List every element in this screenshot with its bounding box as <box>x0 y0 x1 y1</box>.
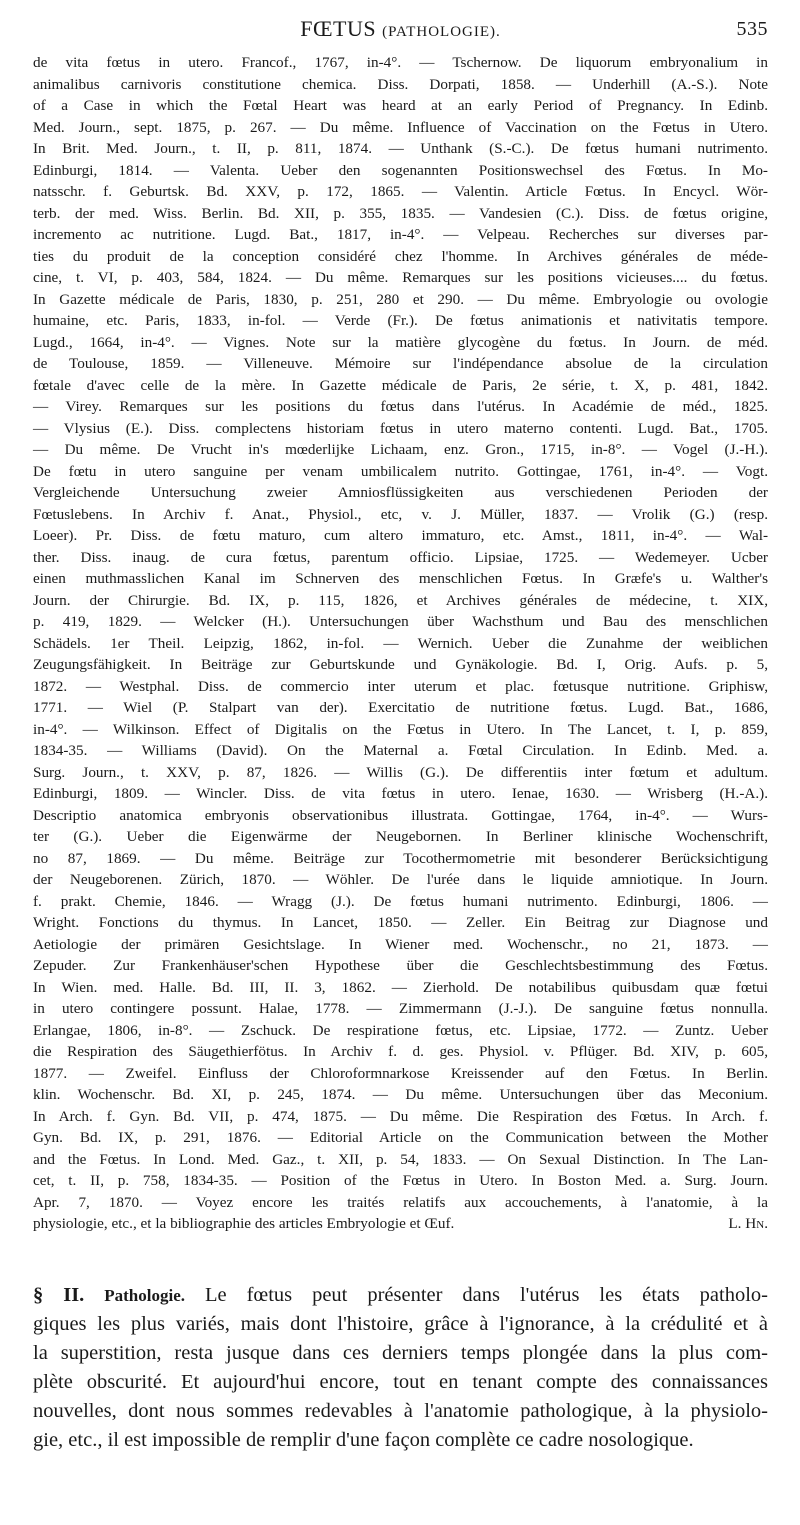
bibliography-line: Aetiologie der primären Gesichtslage. In Wiener med. Wochenschr., no 21, 1873. — <box>33 935 768 953</box>
bibliography-line: Zeugungsfähigkeit. In Beiträge zur Geburtskunde und Gynäkologie. Bd. I, Orig. Aufs. p. 5, <box>33 656 768 673</box>
bibliography-final-line <box>33 1213 768 1235</box>
section-line: nouvelles, dont nous sommes redevables à l'anatomie pathologique, à la physiolo- <box>33 1399 768 1422</box>
section-line: Le fœtus peut présenter dans l'utérus les états patholo- <box>204 1283 768 1306</box>
bibliography-line: fœtale d'avec celle de la mère. In Gazette médicale de Paris, 2e série, t. X, p. 481, 1842. <box>33 376 768 394</box>
bibliography-line: In Arch. f. Gyn. Bd. VII, p. 474, 1875. — Du même. Die Respiration des Fœtus. In Arch. f. <box>33 1107 768 1125</box>
author-signature: L. Hn. <box>728 1215 768 1232</box>
book-page <box>33 14 768 1455</box>
bibliography-line: — Vlysius (E.). Diss. complectens historiam fœtus in utero materno contenti. Lugd. Bat., 1705. <box>33 419 768 437</box>
bibliography-line: cet, t. II, p. 758, 1834-35. — Position of the Fœtus in Utero. In Boston Med. a. Surg. Journ. <box>33 1172 768 1189</box>
bibliography <box>33 52 768 1235</box>
bibliography-line: and the Fœtus. In Lond. Med. Gaz., t. XII, p. 54, 1833. — On Sexual Distinction. In The Lan- <box>33 1150 768 1168</box>
bibliography-line: Lugd., 1664, in-4°. — Vignes. Note sur la matière glycogène du fœtus. In Journ. de méd. <box>33 333 768 351</box>
bibliography-line: — Du même. De Vrucht in's mœderlijke Lichaam, enz. Gron., 1715, in-8°. — Vogel (J.-H.). <box>33 441 768 458</box>
bibliography-line: natsschr. f. Geburtsk. Bd. XXV, p. 172, 1865. — Valentin. Article Fœtus. In Encycl. Wör- <box>33 183 768 200</box>
bibliography-line: ter (G.). Ueber die Eigenwärme der Neugebornen. In Berliner klinische Wochenschrift, <box>33 828 768 845</box>
bibliography-line: p. 419, 1829. — Welcker (H.). Untersuchungen über Wachsthum und Bau des menschlichen <box>33 613 768 630</box>
bibliography-final-text: physiologie, etc., et la bibliographie des articles Embryologie et Œuf. <box>33 1215 455 1232</box>
bibliography-line: einen muthmasslichen Kanal im Schnerven des menschlichen Fœtus. In Græfe's u. Walther's <box>33 570 768 587</box>
bibliography-line: 1771. — Wiel (P. Stalpart van der). Exercitatio de nutritione fœtus. Lugd. Bat., 1686, <box>33 699 768 716</box>
bibliography-line: Surg. Journ., t. XXV, p. 87, 1826. — Willis (G.). De differentiis inter fœtum et adultum. <box>33 763 768 781</box>
section-number: § II. <box>33 1283 85 1306</box>
bibliography-line: Loeer). Pr. Diss. de fœtu maturo, cum altero immaturo, etc. Amst., 1811, in-4°. — Wal- <box>33 527 768 544</box>
section-title: Pathologie. <box>104 1285 186 1305</box>
bibliography-line: cine, t. VI, p. 403, 584, 1824. — Du même. Remarques sur les positions vicieuses.... du fœtus. <box>33 269 768 286</box>
bibliography-line: 1872. — Westphal. Diss. de commercio inter uterum et plac. fœtusque nutritione. Griphisw, <box>33 677 768 695</box>
bibliography-line: 1834-35. — Williams (David). On the Maternal a. Fœtal Circulation. In Edinb. Med. a. <box>33 742 768 759</box>
bibliography-line: terb. der med. Wiss. Berlin. Bd. XII, p. 355, 1835. — Vandesien (C.). Diss. de fœtus origine, <box>33 204 768 222</box>
bibliography-line: de vita fœtus in utero. Francof., 1767, in-4°. — Tschernow. De liquorum embryonalium in <box>33 54 768 71</box>
bibliography-line: der Neugeborenen. Zürich, 1870. — Wöhler. De l'urée dans le liquide amniotique. In Journ. <box>33 871 768 888</box>
bibliography-line: Apr. 7, 1870. — Voyez encore les traités relatifs aux accouchements, à l'anatomie, à la <box>33 1193 768 1211</box>
bibliography-line: die Respiration des Säugethierfötus. In Archiv f. d. ges. Physiol. v. Pflüger. Bd. XIV, p. 605, <box>33 1043 768 1060</box>
bibliography-line: Fœtuslebens. In Archiv f. Anat., Physiol., etc, v. J. Müller, 1837. — Vrolik (G.) (resp. <box>33 505 768 523</box>
bibliography-line: ties du produit de la conception considéré chez l'homme. In Archives générales de méde- <box>33 247 768 265</box>
bibliography-line: f. prakt. Chemie, 1846. — Wragg (J.). De fœtus humani nutrimento. Edinburgi, 1806. — <box>33 892 768 910</box>
bibliography-line: Med. Journ., sept. 1875, p. 267. — Du même. Influence of Vaccination on the Fœtus in Utero. <box>33 118 768 136</box>
bibliography-line: in-4°. — Wilkinson. Effect of Digitalis on the Fœtus in Utero. In The Lancet, t. I, p. 859, <box>33 720 768 738</box>
running-head <box>33 14 768 48</box>
bibliography-line: Gyn. Bd. IX, p. 291, 1876. — Editorial Article on the Communication between the Mother <box>33 1129 768 1146</box>
bibliography-line: Zepuder. Zur Frankenhäuser'schen Hypothese über die Geschlechtsbestimmung des Fœtus. <box>33 957 768 974</box>
page-title-text: FŒTUS <box>300 16 377 41</box>
bibliography-line: Journ. der Chirurgie. Bd. IX, p. 115, 1826, et Archives générales de médecine, t. XIX, <box>33 591 768 609</box>
section-line: la superstition, resta jusque dans ces derniers temps plongée dans la plus com- <box>33 1341 768 1364</box>
section-last-line: gie, etc., il est impossible de remplir d'une façon complète ce cadre nosologique. <box>33 1428 694 1451</box>
page-number: 535 <box>736 18 768 40</box>
bibliography-line: humaine, etc. Paris, 1833, in-fol. — Verde (Fr.). De fœtus animationis et nativitatis tempore. <box>33 312 768 329</box>
section-first-line <box>33 1281 768 1310</box>
bibliography-line: 1877. — Zweifel. Einfluss der Chloroformnarkose Kreissender auf den Fœtus. In Berlin. <box>33 1064 768 1082</box>
bibliography-line: — Virey. Remarques sur les positions du fœtus dans l'utérus. In Académie de méd., 1825. <box>33 398 768 415</box>
bibliography-line: In Wien. med. Halle. Bd. III, II. 3, 1862. — Zierhold. De notabilibus quibusdam quæ fœtui <box>33 978 768 996</box>
bibliography-line: ther. Diss. inaug. de cura fœtus, parentum officio. Lipsiae, 1725. — Wedemeyer. Ucber <box>33 548 768 566</box>
bibliography-line: Edinburgi, 1809. — Wincler. Diss. de vita fœtus in utero. Ienae, 1630. — Wrisberg (H.-A.). <box>33 785 768 802</box>
bibliography-line: In Brit. Med. Journ., t. II, p. 811, 1874. — Unthank (S.-C.). De fœtus humani nutrimento. <box>33 140 768 157</box>
pathology-section <box>33 1281 768 1455</box>
bibliography-line: Edinburgi, 1814. — Valenta. Ueber den sogenannten Positionswechsel des Fœtus. In Mo- <box>33 161 768 179</box>
bibliography-line: de Toulouse, 1859. — Villeneuve. Mémoire sur l'indépendance absolue de la circulation <box>33 355 768 372</box>
bibliography-line: Schädels. 1er Theil. Leipzig, 1862, in-fol. — Wernich. Ueber die Zunahme der weiblichen <box>33 634 768 652</box>
bibliography-line: Vergleichende Untersuchung zweier Amniosflüssigkeiten aus verschiedenen Perioden der <box>33 484 768 501</box>
page-title <box>300 16 501 42</box>
section-line: giques les plus variés, mais dont l'histoire, grâce à l'ignorance, à la crédulité et à <box>33 1312 768 1335</box>
section-heading <box>33 1284 205 1306</box>
bibliography-line: of a Case in which the Fœtal Heart was heard at an early Period of Pregnancy. In Edinb. <box>33 97 768 114</box>
page-title-section: (PATHOLOGIE). <box>382 24 501 40</box>
bibliography-line: klin. Wochenschr. Bd. XI, p. 245, 1874. — Du même. Untersuchungen über das Meconium. <box>33 1086 768 1103</box>
bibliography-line: Erlangae, 1806, in-8°. — Zschuck. De respiratione fœtus, etc. Lipsiae, 1772. — Zuntz. Ueber <box>33 1021 768 1039</box>
bibliography-line: In Gazette médicale de Paris, 1830, p. 251, 280 et 290. — Du même. Embryologie ou ovologie <box>33 290 768 308</box>
bibliography-line: in utero contingere possunt. Halae, 1778. — Zimmermann (J.-J.). De sanguine fœtus nonnulla. <box>33 1000 768 1017</box>
bibliography-line: animalibus carnivoris constitutione chemica. Diss. Dorpati, 1858. — Underhill (A.-S.). Note <box>33 75 768 93</box>
bibliography-line: Wright. Fonctions du thymus. In Lancet, 1850. — Zeller. Ein Beitrag zur Diagnose und <box>33 914 768 931</box>
bibliography-line: incremento ac nutritione. Lugd. Bat., 1817, in-4°. — Velpeau. Recherches sur diverses par- <box>33 226 768 243</box>
bibliography-line: De fœtu in utero sanguine per venam umbilicalem nutrito. Gottingae, 1761, in-4°. — Vogt. <box>33 462 768 480</box>
section-line: plète obscurité. Et aujourd'hui encore, tout en tenant compte des connaissances <box>33 1370 768 1393</box>
bibliography-line: no 87, 1869. — Du même. Beiträge zur Tocothermometrie mit besonderer Berücksichtigung <box>33 849 768 867</box>
bibliography-line: Descriptio anatomica embryonis observationibus illustrata. Gottingae, 1764, in-4°. — Wurs- <box>33 806 768 824</box>
